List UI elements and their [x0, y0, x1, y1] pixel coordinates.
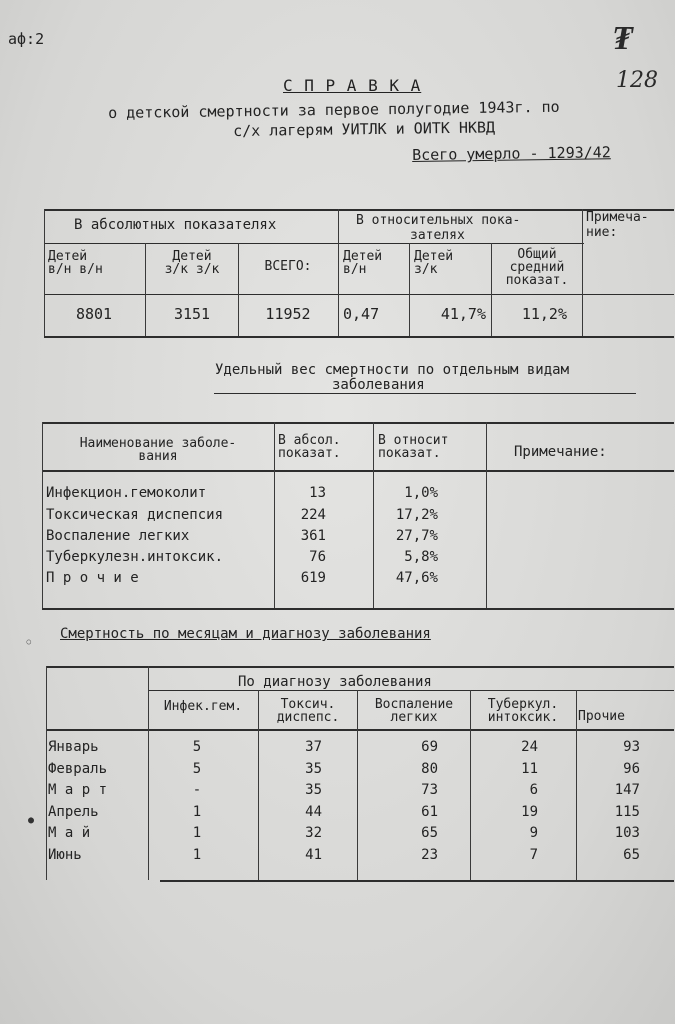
month-value: -	[192, 782, 202, 798]
disease-abs: 76	[309, 549, 326, 565]
month-label: Июнь	[48, 846, 82, 863]
month-value: 23	[421, 846, 438, 863]
col-tuberc: Туберкул. интоксик.	[487, 697, 559, 725]
archive-mark: аф:2	[8, 30, 45, 48]
month-value: 11	[521, 760, 538, 777]
subtitle-line-1: о детской смертности за первое полугодие 1943г. по	[108, 97, 560, 122]
col-disease-name: Наименование заболе- вания	[79, 436, 237, 464]
month-value: 37	[305, 739, 322, 755]
month-value: 65	[421, 825, 438, 841]
month-value: 6	[529, 782, 538, 798]
col-infec: Инфек.гем.	[163, 699, 243, 714]
disease-name: Туберкулезн.интоксик.	[46, 549, 224, 565]
month-value: 1	[192, 825, 202, 841]
group-by-diagnosis: По диагнозу заболевания	[238, 674, 432, 690]
month-label: М а р т	[48, 782, 108, 798]
disease-abs: 13	[309, 485, 326, 501]
header-absolute: В абсолютных показателях	[74, 217, 277, 233]
disease-rel: 1,0%	[404, 485, 438, 501]
section3-title: Смертность по месяцам и диагнозу заболевания	[60, 626, 431, 642]
subtitle-line-2: с/х лагерям УИТЛК и ОИТК НКВД	[233, 118, 496, 140]
disease-name: Токсическая диспепсия	[46, 507, 224, 523]
disease-abs: 361	[300, 528, 326, 544]
month-value: 80	[421, 760, 438, 777]
margin-mark-icon: ◦	[24, 633, 34, 652]
month-value: 115	[614, 803, 640, 820]
col-disease-rel: В относит показат.	[378, 433, 449, 461]
total-died: Всего умерло - 1293/42	[412, 143, 611, 164]
disease-abs: 619	[300, 570, 326, 586]
month-label: Январь	[48, 739, 99, 755]
disease-rel: 5,8%	[404, 549, 438, 565]
month-value: 19	[521, 803, 538, 820]
cell-zk-value: 3151	[173, 305, 211, 323]
col-children-zk: Детей з/к з/к	[164, 249, 220, 277]
page-number: 128	[616, 68, 658, 93]
disease-abs: 224	[300, 507, 326, 523]
month-value: 9	[529, 825, 538, 841]
col-other: Прочие	[578, 709, 625, 724]
cell-rel-zk-value: 41,7%	[440, 305, 486, 323]
header-relative-l2: зателях	[410, 228, 465, 243]
month-label: М а й	[48, 825, 91, 841]
month-value: 65	[623, 846, 640, 863]
month-value: 1	[192, 846, 202, 863]
col-disease-abs: В абсол. показат.	[278, 433, 341, 461]
disease-rel: 47,6%	[395, 570, 438, 586]
month-value: 61	[421, 803, 438, 820]
cell-avg-value: 11,2%	[521, 305, 567, 323]
header-notes-l2: ние:	[586, 225, 618, 240]
section2-title-l1: Удельный вес смертности по отдельным видам	[215, 362, 570, 378]
margin-dot-icon: ●	[28, 815, 35, 826]
disease-name: Воспаление легких	[46, 528, 190, 544]
month-value: 41	[305, 846, 322, 863]
month-label: Апрель	[48, 803, 99, 820]
month-value: 1	[192, 803, 202, 820]
month-value: 44	[305, 803, 322, 820]
month-value: 24	[521, 739, 538, 755]
handwritten-mark-icon: ₮	[612, 18, 633, 58]
cell-rel-vn-value: 0,47	[343, 305, 380, 323]
month-value: 69	[421, 739, 438, 755]
disease-name: Инфекцион.гемоколит	[46, 485, 207, 501]
col-toxic: Токсич. диспепс.	[276, 697, 340, 725]
col-disease-notes: Примечание:	[514, 444, 607, 460]
month-value: 73	[421, 782, 438, 798]
month-value: 32	[305, 825, 322, 841]
document-title: С П Р А В К А	[283, 76, 422, 95]
month-value: 147	[614, 782, 640, 798]
month-value: 35	[305, 760, 322, 777]
month-value: 7	[529, 846, 538, 863]
col-rel-vn: Детей в/н	[343, 249, 383, 277]
cell-vn-value: 8801	[75, 305, 113, 323]
month-value: 5	[192, 760, 202, 777]
month-value: 35	[305, 782, 322, 798]
header-relative-l1: В относительных пока-	[356, 213, 521, 228]
month-value: 103	[614, 825, 640, 841]
col-pneumonia: Воспаление легких	[374, 697, 454, 725]
month-value: 96	[623, 760, 640, 777]
col-avg: Общий средний показат.	[505, 247, 569, 288]
col-children-vn: Детей в/н в/н	[48, 249, 103, 277]
disease-rel: 17,2%	[395, 507, 438, 523]
month-value: 5	[192, 739, 202, 755]
section2-title-l2: заболевания	[332, 377, 425, 393]
header-notes-l1: Примеча-	[586, 210, 649, 225]
col-rel-zk: Детей з/к	[414, 249, 454, 277]
cell-total-value: 11952	[265, 305, 311, 323]
month-label: Февраль	[48, 760, 108, 777]
month-value: 93	[623, 739, 640, 755]
disease-name: П р о ч и е	[46, 570, 139, 586]
disease-rel: 27,7%	[395, 528, 438, 544]
col-total: ВСЕГО:	[264, 259, 312, 274]
